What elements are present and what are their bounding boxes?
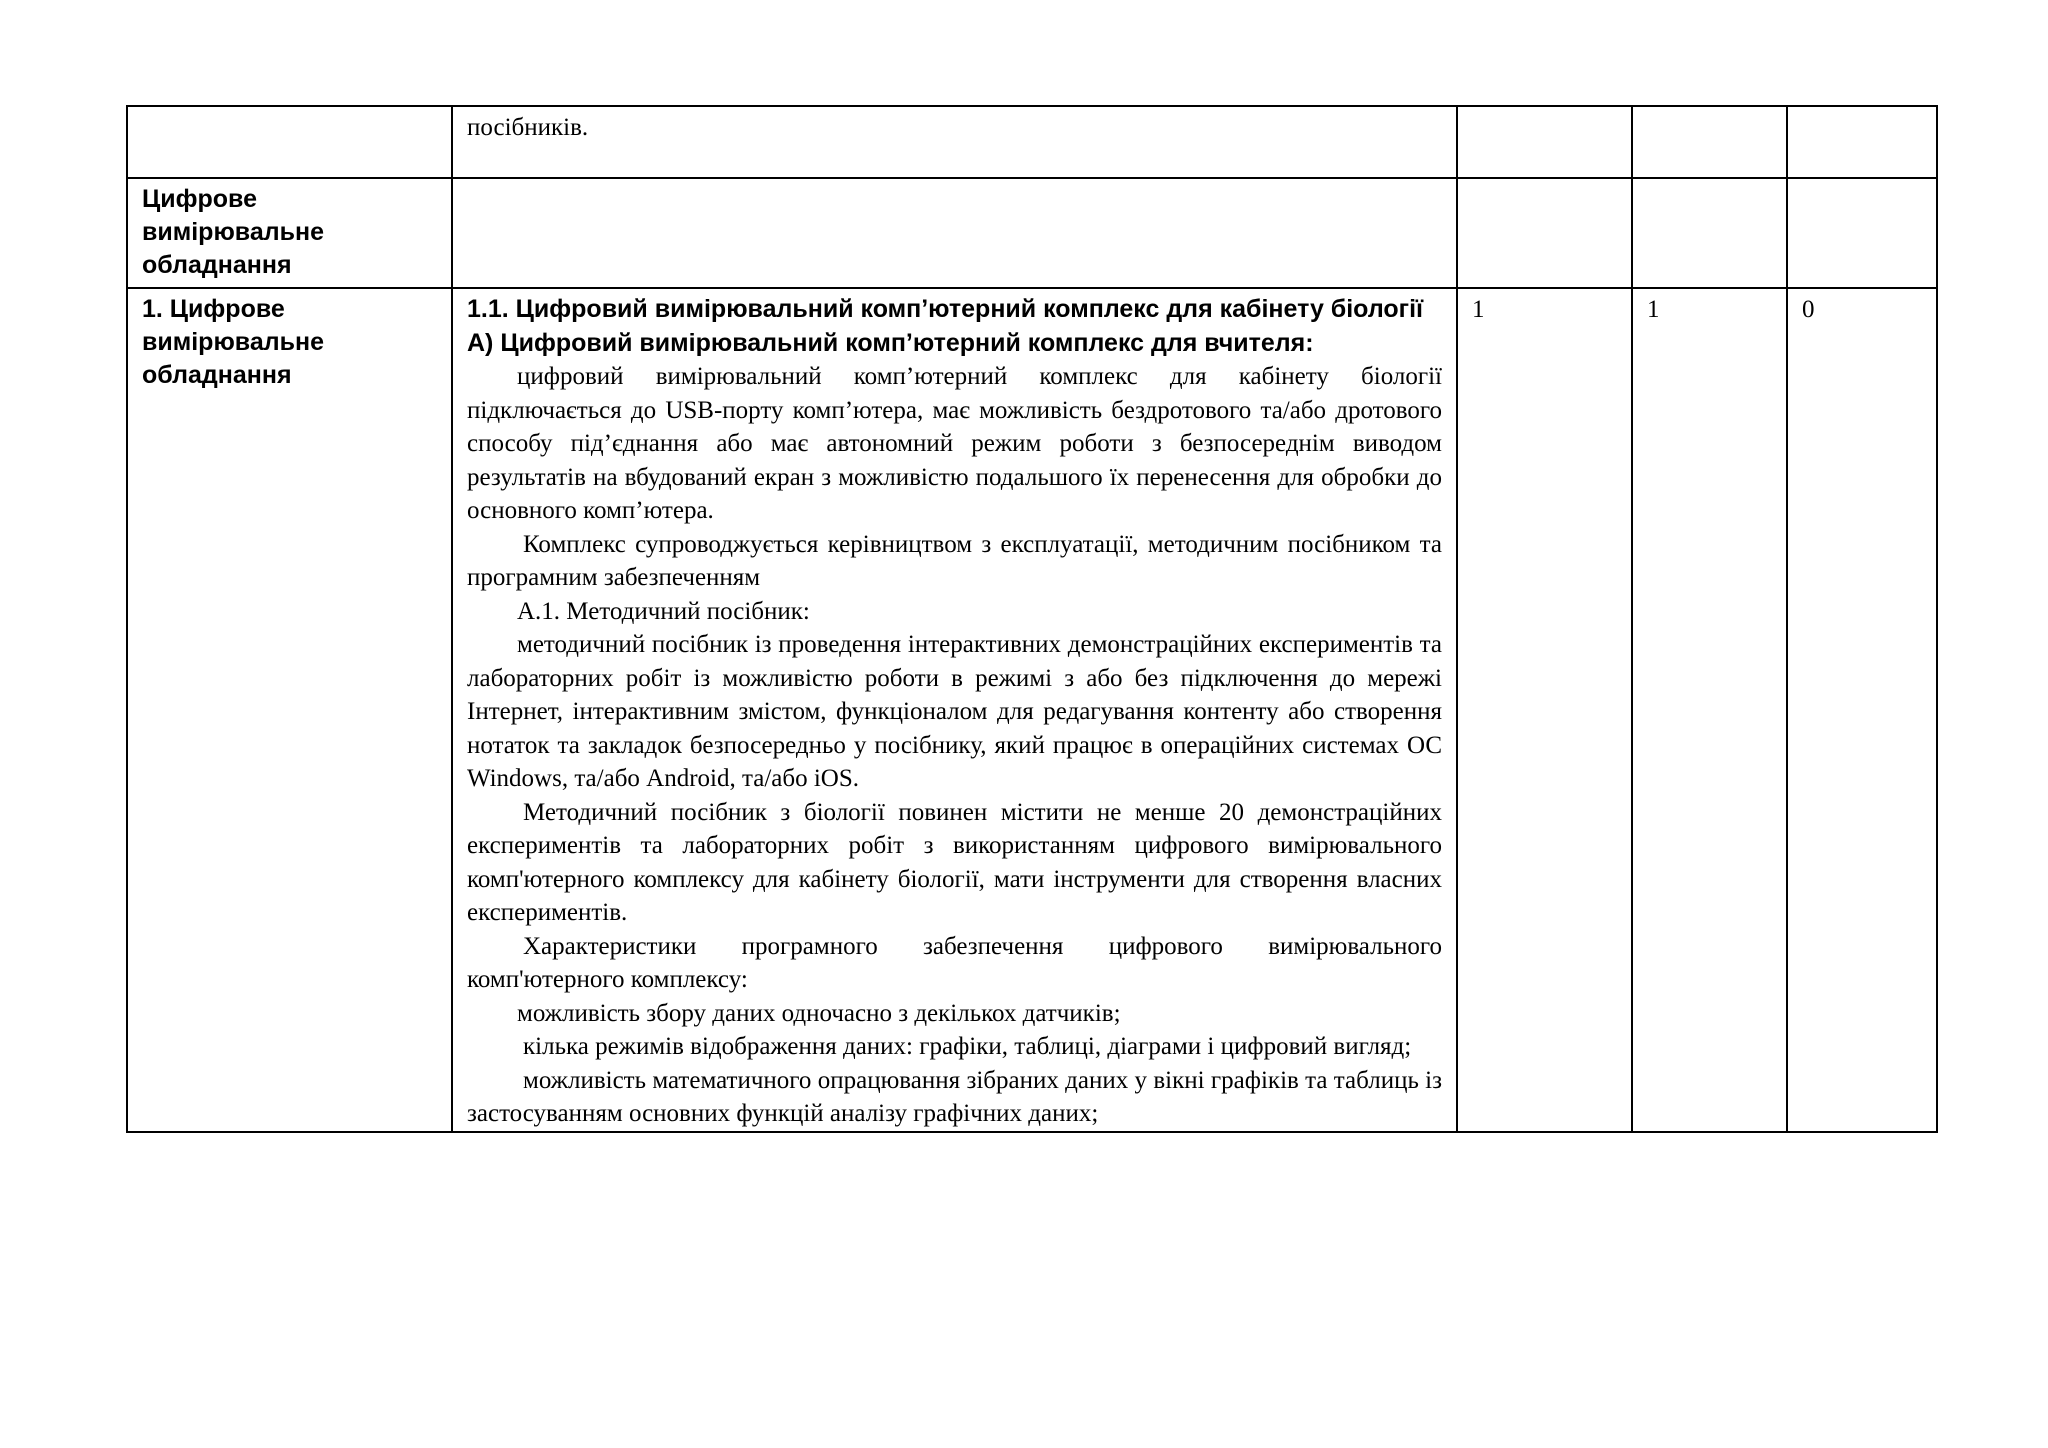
- table-cell: [1457, 106, 1632, 178]
- item-description-cell: [452, 288, 1457, 1132]
- table-cell: [1632, 106, 1787, 178]
- item-name: 1. Цифрове вимірювальне обладнання: [142, 295, 324, 389]
- paragraph: Характеристики програмного забезпечення цифрового вимірювального комп'ютерного комплексу:: [467, 932, 1442, 993]
- table-row-section: [127, 178, 1937, 288]
- quantity-cell: 0: [1787, 288, 1937, 1132]
- section-title-cell: [127, 178, 452, 288]
- paragraph: А.1. Методичний посібник:: [517, 597, 810, 625]
- paragraph: кілька режимів відображення даних: графіки, таблиці, діаграми і цифровий вигляд;: [523, 1033, 1412, 1060]
- table-cell: [1457, 178, 1632, 288]
- table-row-item: [127, 288, 1937, 1132]
- item-heading: 1.1. Цифровий вимірювальний комп’ютерний комплекс для кабінету біології: [467, 295, 1424, 323]
- paragraph: Методичний посібник з біології повинен містити не менше 20 демонстраційних експериментів та лабораторних робіт з використанням цифрового вимірювального комп'ютерного комплексу для кабінету біології, мати інструменти для створення власних експериментів.: [467, 798, 1442, 926]
- paragraph: цифровий вимірювальний комп’ютерний комплекс для кабінету біології підключається до USB-порту комп’ютера, має можливість бездротового та/або дротового способу під’єднання або має автономний режим роботи з безпосереднім виводом результатів на вбудований екран з можливістю подальшого їх перенесення для обробки до основного комп’ютера.: [467, 363, 1442, 524]
- paragraph: можливість математичного опрацювання зібраних даних у вікні графіків та таблиць із застосуванням основних функцій аналізу графічних даних;: [467, 1066, 1442, 1127]
- table-cell: [1787, 178, 1937, 288]
- quantity-cell: 1: [1457, 288, 1632, 1132]
- table-cell: [1787, 106, 1937, 178]
- item-name-cell: [127, 288, 452, 1132]
- table-cell-description: посібників.: [452, 106, 1457, 178]
- section-title: Цифрове вимірювальне обладнання: [142, 185, 324, 279]
- quantity-cell: 1: [1632, 288, 1787, 1132]
- table-cell: [452, 178, 1457, 288]
- table-cell: [127, 106, 452, 178]
- table-row-continuation: [127, 106, 1937, 178]
- paragraph: методичний посібник із проведення інтерактивних демонстраційних експериментів та лабораторних робіт із можливістю роботи в режимі з або без підключення до мережі Інтернет, інтерактивним змістом, функціоналом для редагування контенту або створення нотаток та закладок безпосередньо у посібнику, який працює в операційних системах ОС Windows, та/або Android, та/або iOS.: [467, 631, 1442, 792]
- item-subheading: А) Цифровий вимірювальний комп’ютерний комплекс для вчителя:: [467, 328, 1314, 357]
- equipment-table: [126, 105, 1938, 1133]
- paragraph: Комплекс супроводжується керівництвом з експлуатації, методичним посібником та програмним забезпеченням: [467, 530, 1442, 591]
- table-cell: [1632, 178, 1787, 288]
- paragraph: можливість збору даних одночасно з декількох датчиків;: [517, 999, 1121, 1027]
